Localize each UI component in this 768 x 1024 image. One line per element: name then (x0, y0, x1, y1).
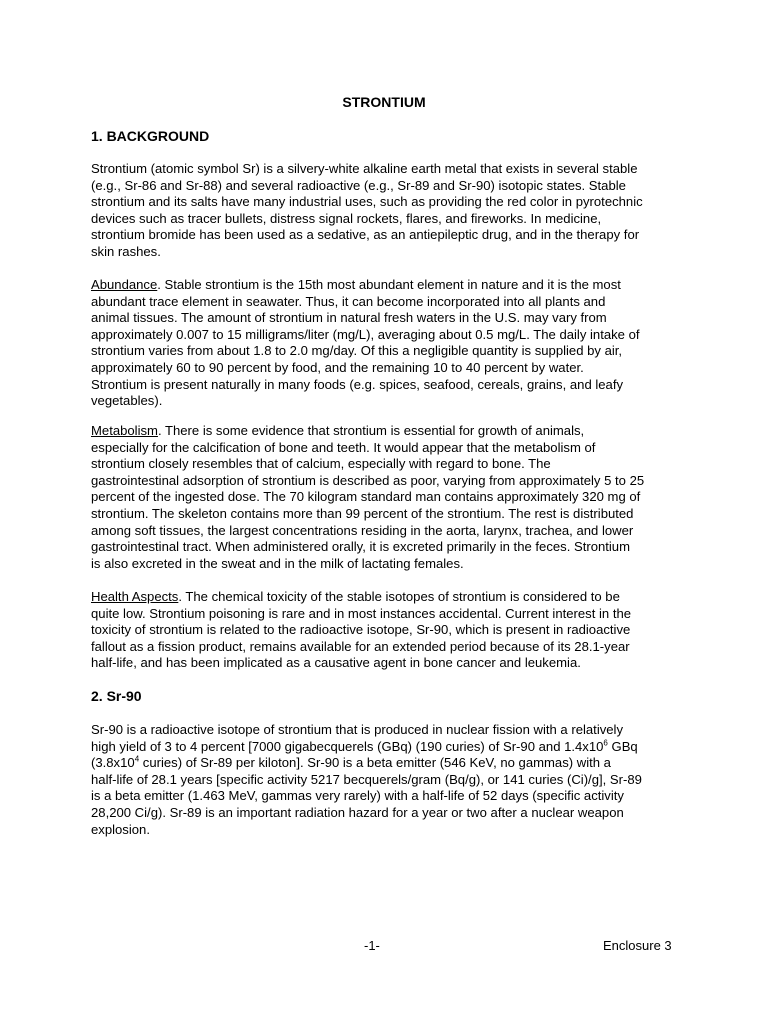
text-fragment: . The chemical toxicity of the stable isotopes of strontium is considered to be (178, 589, 620, 604)
text-fragment: high yield of 3 to 4 percent [7000 gigabecquerels (GBq) (190 curies) of Sr-90 and 1.4x10 (91, 738, 604, 754)
text-line: Strontium (atomic symbol Sr) is a silvery-white alkaline earth metal that exists in several stable (91, 161, 638, 176)
subheading-metabolism: Metabolism (91, 423, 158, 438)
paragraph-intro (91, 161, 691, 261)
text-line: approximately 0.007 to 15 milligrams/liter (mg/L), averaging about 0.5 mg/L. The daily intake of (91, 326, 640, 342)
text-line: fallout as a fission product, remains available for an extended period because of its 28.1-year (91, 638, 630, 654)
text-line: gastrointestinal tract. When administered orally, it is excreted primarily in the feces. Strontium (91, 539, 630, 555)
paragraph-abundance (91, 277, 691, 410)
text-line: especially for the calcification of bone and teeth. It would appear that the metabolism of (91, 439, 596, 455)
text-line: strontium closely resembles that of calcium, especially with regard to bone. The (91, 456, 551, 472)
text-line: animal tissues. The amount of strontium in natural fresh waters in the U.S. may vary from (91, 310, 607, 326)
text-line: strontium and its salts have many industrial uses, such as providing the red color in pyrotechnic (91, 194, 643, 210)
text-fragment: curies) of Sr-89 per kiloton]. Sr-90 is a beta emitter (546 KeV, no gammas) with a (139, 755, 611, 771)
text-line: among soft tissues, the largest concentrations residing in the aorta, larynx, trachea, and lower (91, 522, 634, 538)
text-line: devices such as tracer bullets, distress signal rockets, flares, and fireworks. In medicine, (91, 210, 602, 226)
text-line: gastrointestinal adsorption of strontium is described as poor, varying from approximately 5 to 25 (91, 472, 645, 488)
text-fragment: . There is some evidence that strontium is essential for growth of animals, (157, 423, 585, 438)
text-line: half-life, and has been implicated as a causative agent in bone cancer and leukemia. (91, 655, 581, 671)
text-line: explosion. (91, 821, 150, 837)
text-line: toxicity of strontium is related to the radioactive isotope, Sr-90, which is present in radioactive (91, 622, 631, 638)
text-fragment: GBq (607, 738, 638, 754)
text-line: Sr-90 is a radioactive isotope of strontium that is produced in nuclear fission with a relatively (91, 722, 624, 737)
subheading-abundance: Abundance (91, 277, 158, 292)
text-line: (e.g., Sr-86 and Sr-88) and several radioactive (e.g., Sr-89 and Sr-90) isotopic states. Stable (91, 177, 626, 193)
text-line: quite low. Strontium poisoning is rare and in most instances accidental. Current interest in the (91, 605, 632, 621)
text-line: is also excreted in the sweat and in the milk of lactating females. (91, 555, 464, 571)
text-line: strontium bromide has been used as a sedative, as an antiepileptic drug, and in the therapy for (91, 227, 640, 243)
text-line: vegetables). (91, 393, 163, 409)
enclosure-label: Enclosure 3 (603, 938, 672, 953)
section-heading-background: 1. BACKGROUND (91, 128, 210, 144)
text-fragment: . Stable strontium is the 15th most abundant element in nature and it is the most (157, 277, 621, 292)
text-line (91, 423, 691, 440)
paragraph-sr90 (91, 722, 691, 838)
section-heading-sr90: 2. Sr-90 (91, 688, 142, 704)
text-line: strontium varies from about 1.8 to 2.0 mg/day. Of this a negligible quantity is supplied by air, (91, 343, 623, 359)
paragraph-metabolism (91, 423, 691, 572)
text-line: 28,200 Ci/g). Sr-89 is an important radiation hazard for a year or two after a nuclear weapon (91, 804, 624, 820)
subheading-health-aspects: Health Aspects (91, 589, 179, 604)
text-line: Strontium is present naturally in many foods (e.g. spices, seafood, cereals, grains, and leafy (91, 376, 624, 392)
document-title: STRONTIUM (342, 94, 426, 110)
text-line (91, 589, 691, 606)
text-line (91, 739, 691, 756)
text-line (91, 277, 691, 294)
text-line: abundant trace element in seawater. Thus, it can become incorporated into all plants and (91, 293, 606, 309)
text-fragment: (3.8x10 (91, 755, 135, 771)
page-number: -1- (364, 938, 380, 953)
superscript: 4 (134, 754, 140, 764)
text-line: percent of the ingested dose. The 70 kilogram standard man contains approximately 320 mg of (91, 489, 641, 505)
text-line: is a beta emitter (1.463 MeV, gammas very rarely) with a half-life of 52 days (specific activity (91, 788, 624, 804)
paragraph-health-aspects (91, 589, 691, 672)
text-line: skin rashes. (91, 243, 161, 259)
text-line (91, 755, 691, 772)
superscript: 6 (603, 738, 608, 748)
text-line: approximately 60 to 90 percent by food, and the remaining 10 to 40 percent by water. (91, 359, 584, 375)
text-line: half-life of 28.1 years [specific activity 5217 becquerels/gram (Bq/g), or 141 curies (Ci)/g], Sr-89 (91, 771, 642, 787)
text-line: strontium. The skeleton contains more than 99 percent of the strontium. The rest is distributed (91, 505, 634, 521)
